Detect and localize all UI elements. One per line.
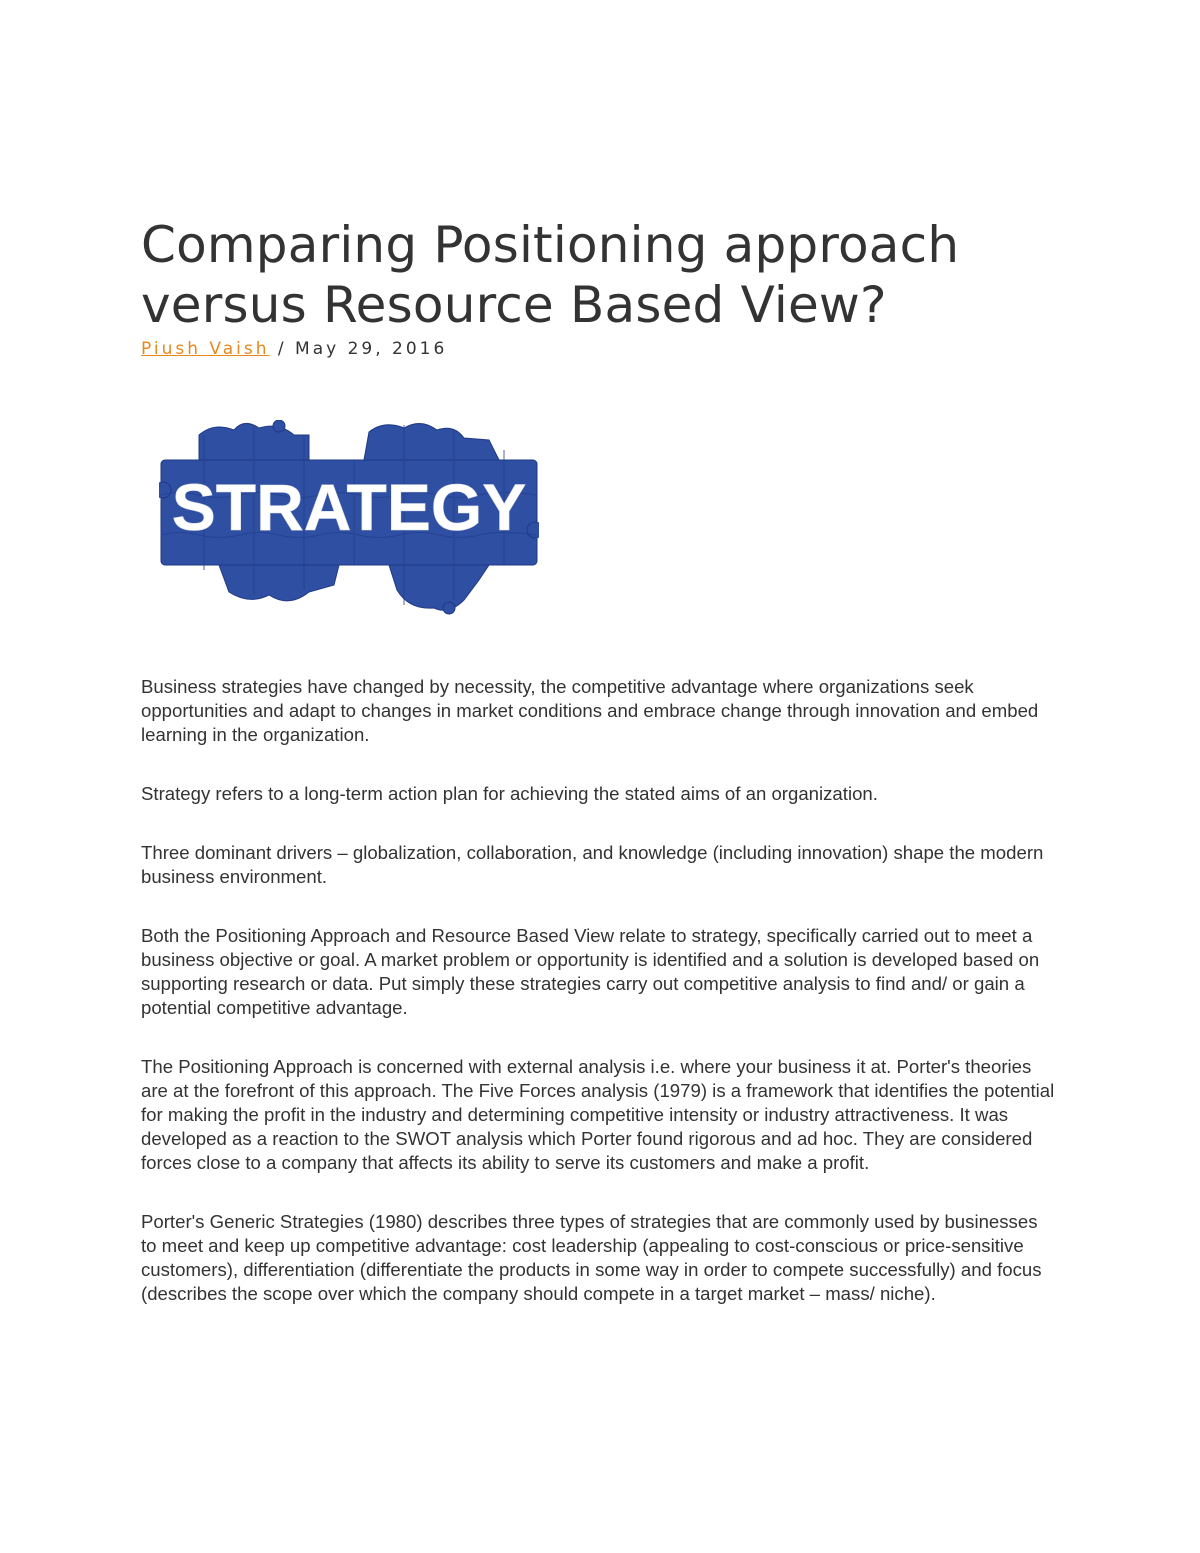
strategy-puzzle-image bbox=[159, 420, 539, 615]
strategy-puzzle-icon bbox=[159, 420, 539, 615]
page-title bbox=[141, 215, 1061, 335]
paragraph-1: Business strategies have changed by necessity, the competitive advantage where organizations seek opportunities and adapt to changes in market conditions and embrace change through innovation and embed learning in the organization. bbox=[141, 676, 1039, 745]
title-line-2: versus Resource Based View? bbox=[141, 276, 887, 334]
article-meta bbox=[141, 339, 1061, 359]
paragraph-6: Porter's Generic Strategies (1980) describes three types of strategies that are commonly used by businesses to meet and keep up competitive advantage: cost leadership (appealing to cost-conscious or price-sensitive customers), differentiation (differentiate the products in some way in order to compete successfully) and focus (describes the scope over which the company should compete in a target market – mass/ niche). bbox=[141, 1211, 1042, 1304]
publish-date: May 29, 2016 bbox=[295, 339, 448, 359]
paragraph-3: Three dominant drivers – globalization, collaboration, and knowledge (including innovation) shape the modern business environment. bbox=[141, 842, 1044, 887]
paragraph-2: Strategy refers to a long-term action plan for achieving the stated aims of an organization. bbox=[141, 783, 878, 804]
author-link[interactable]: Piush Vaish bbox=[141, 339, 270, 359]
paragraph-5: The Positioning Approach is concerned with external analysis i.e. where your business it at. Porter's theories are at the forefront of this approach. The Five Forces analysis (1979) is a framework that identifies the potential for making the profit in the industry and determining competitive intensity or industry attractiveness. It was developed as a reaction to the SWOT analysis which Porter found rigorous and ad hoc. They are considered forces close to a company that affects its ability to serve its customers and make a profit. bbox=[141, 1056, 1055, 1173]
paragraph-4: Both the Positioning Approach and Resource Based View relate to strategy, specifically carried out to meet a business objective or goal. A market problem or opportunity is identified and a solution is developed based on supporting research or data. Put simply these strategies carry out competitive analysis to find and/ or gain a potential competitive advantage. bbox=[141, 925, 1040, 1018]
meta-separator: / bbox=[277, 339, 287, 359]
strategy-label: STRATEGY bbox=[171, 470, 527, 544]
article-body bbox=[141, 675, 1056, 1341]
document-page bbox=[141, 215, 1061, 1304]
title-line-1: Comparing Positioning approach bbox=[141, 216, 960, 274]
